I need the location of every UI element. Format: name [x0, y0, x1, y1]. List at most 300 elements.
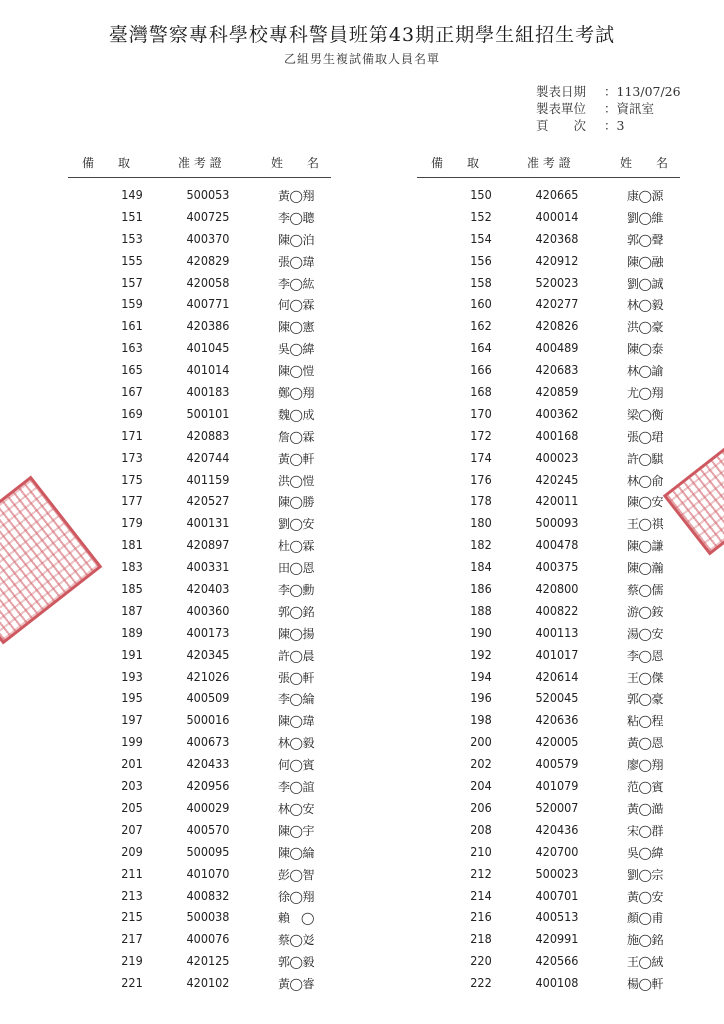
table-row: [68, 666, 331, 688]
exam-id: 420700: [535, 843, 579, 859]
waitlist-number: 195: [121, 690, 143, 706]
waitlist-number: 198: [470, 712, 492, 728]
candidate-name: 何◯霖: [278, 298, 314, 313]
exam-id: 420614: [535, 668, 579, 684]
candidate-name: 李◯紘: [278, 276, 314, 291]
waitlist-number: 202: [470, 756, 492, 772]
waitlist-number: 168: [470, 384, 492, 400]
waitlist-number: 204: [470, 778, 492, 794]
waitlist-number: 184: [470, 559, 492, 575]
table-row: [417, 797, 680, 819]
table-row: [417, 819, 680, 841]
waitlist-number: 193: [121, 668, 143, 684]
exam-id: 420403: [186, 581, 230, 597]
exam-id: 500095: [186, 843, 230, 859]
waitlist-number: 216: [470, 909, 492, 925]
right-table-body: [417, 184, 680, 994]
table-row: [68, 950, 331, 972]
exam-id: 400832: [186, 887, 230, 903]
table-row: [68, 622, 331, 644]
candidate-name: 湯◯安: [627, 626, 663, 641]
candidate-name: 郭◯聲: [627, 232, 663, 247]
table-row: [417, 622, 680, 644]
candidate-name: 陳◯綸: [278, 845, 314, 860]
candidate-name: 杜◯霖: [278, 539, 314, 554]
table-row: [68, 600, 331, 622]
waitlist-number: 162: [470, 318, 492, 334]
left-table-header: [68, 147, 331, 178]
waitlist-number: 169: [121, 405, 143, 421]
candidate-name: 劉◯誠: [627, 276, 663, 291]
candidate-name: 吳◯緯: [278, 342, 314, 357]
table-row: [417, 731, 680, 753]
exam-id: 401014: [186, 362, 230, 378]
candidate-name: 張◯軒: [278, 670, 314, 685]
candidate-name: 黃◯翔: [278, 189, 314, 203]
candidate-name: 陳◯泰: [627, 342, 663, 357]
waitlist-number: 153: [121, 230, 143, 246]
exam-id: 500038: [186, 909, 230, 925]
meta-unit-label: 製表單位: [536, 101, 587, 116]
table-row: [417, 753, 680, 775]
table-row: [68, 184, 331, 206]
exam-id: 401045: [186, 340, 230, 356]
header-exam-id: 准 考 證: [178, 156, 222, 170]
exam-id: 400673: [186, 734, 230, 750]
meta-date-label: 製表日期: [536, 84, 587, 99]
meta-page-row: [536, 117, 681, 134]
table-row: [68, 315, 331, 337]
table-row: [68, 906, 331, 928]
exam-id: 520045: [535, 690, 579, 706]
candidate-name: 林◯毅: [627, 298, 663, 313]
exam-id: 420800: [535, 581, 579, 597]
waitlist-number: 188: [470, 602, 492, 618]
waitlist-number: 199: [121, 734, 143, 750]
table-row: [68, 534, 331, 556]
table-row: [68, 206, 331, 228]
candidate-name: 鄭◯翔: [278, 386, 314, 401]
table-row: [417, 250, 680, 272]
table-row: [417, 972, 680, 994]
exam-id: 420527: [186, 493, 230, 509]
waitlist-number: 209: [121, 843, 143, 859]
exam-id: 520007: [535, 799, 579, 815]
waitlist-number: 181: [121, 537, 143, 553]
candidate-name: 陳◯泊: [278, 232, 314, 247]
table-row: [417, 337, 680, 359]
exam-id: 500101: [186, 405, 230, 421]
candidate-name: 李◯聰: [278, 210, 314, 225]
exam-id: 500093: [535, 515, 579, 531]
waitlist-number: 189: [121, 624, 143, 640]
table-row: [68, 250, 331, 272]
exam-id: 401017: [535, 646, 579, 662]
table-row: [68, 775, 331, 797]
candidate-name: 黃◯澔: [627, 801, 663, 816]
candidate-name: 粘◯程: [627, 714, 663, 729]
candidate-name: 洪◯愷: [278, 473, 314, 488]
header-name: 姓 名: [620, 156, 669, 170]
waitlist-number: 214: [470, 887, 492, 903]
waitlist-number: 200: [470, 734, 492, 750]
candidate-name: 黃◯軒: [278, 451, 314, 466]
waitlist-number: 150: [470, 187, 492, 202]
exam-id: 400173: [186, 624, 230, 640]
exam-id: 420859: [535, 384, 579, 400]
candidate-name: 郭◯豪: [627, 692, 663, 707]
waitlist-number: 170: [470, 405, 492, 421]
table-row: [417, 709, 680, 731]
candidate-name: 張◯瑋: [278, 254, 314, 269]
candidate-name: 徐◯翔: [278, 889, 314, 904]
exam-id: 420368: [535, 230, 579, 246]
table-row: [417, 841, 680, 863]
exam-id: 400478: [535, 537, 579, 553]
exam-id: 500053: [186, 187, 230, 202]
candidate-name: 何◯賓: [278, 758, 314, 773]
waitlist-number: 178: [470, 493, 492, 509]
waitlist-number: 180: [470, 515, 492, 531]
table-row: [417, 512, 680, 534]
candidate-name: 黃◯睿: [278, 977, 314, 992]
exam-id: 400513: [535, 909, 579, 925]
exam-id: 400570: [186, 821, 230, 837]
waitlist-number: 219: [121, 953, 143, 969]
waitlist-number: 152: [470, 208, 492, 224]
exam-id: 500016: [186, 712, 230, 728]
exam-id: 420665: [535, 187, 579, 202]
candidate-name: 游◯銨: [627, 604, 663, 619]
candidate-name: 王◯絨: [627, 955, 663, 970]
candidate-name: 陳◯瑋: [278, 714, 314, 729]
candidate-name: 陳◯憲: [278, 320, 314, 335]
candidate-name: 吳◯緯: [627, 845, 663, 860]
candidate-name: 劉◯安: [278, 517, 314, 532]
candidate-name: 李◯綸: [278, 692, 314, 707]
exam-id: 401159: [186, 471, 230, 487]
exam-id: 420744: [186, 449, 230, 465]
right-table-header: [417, 147, 680, 178]
table-row: [68, 578, 331, 600]
candidate-name: 彭◯智: [278, 867, 314, 882]
candidate-name: 王◯傑: [627, 670, 663, 685]
meta-date-row: [536, 83, 681, 100]
waitlist-number: 174: [470, 449, 492, 465]
table-row: [68, 928, 331, 950]
candidate-name: 陳◯謙: [627, 539, 663, 554]
waitlist-number: 186: [470, 581, 492, 597]
exam-id: 420829: [186, 252, 230, 268]
exam-id: 420683: [535, 362, 579, 378]
table-row: [417, 644, 680, 666]
waitlist-number: 220: [470, 953, 492, 969]
waitlist-number: 190: [470, 624, 492, 640]
waitlist-number: 164: [470, 340, 492, 356]
table-row: [68, 403, 331, 425]
candidate-name: 蔡◯儒: [627, 583, 663, 598]
waitlist-number: 222: [470, 975, 492, 991]
waitlist-number: 177: [121, 493, 143, 509]
table-row: [68, 731, 331, 753]
table-row: [417, 687, 680, 709]
table-row: [417, 950, 680, 972]
exam-id: 420826: [535, 318, 579, 334]
exam-id: 400725: [186, 208, 230, 224]
table-row: [68, 425, 331, 447]
waitlist-number: 185: [121, 581, 143, 597]
table-row: [68, 490, 331, 512]
candidate-name: 尤◯翔: [627, 386, 663, 401]
candidate-name: 蔡◯彣: [278, 933, 314, 948]
waitlist-number: 173: [121, 449, 143, 465]
table-row: [417, 490, 680, 512]
waitlist-number: 163: [121, 340, 143, 356]
candidate-name: 施◯銘: [627, 933, 663, 948]
waitlist-number: 207: [121, 821, 143, 837]
table-row: [417, 184, 680, 206]
exam-id: 400375: [535, 559, 579, 575]
exam-id: 420956: [186, 778, 230, 794]
candidate-name: 魏◯成: [278, 407, 314, 422]
candidate-name: 李◯誼: [278, 780, 314, 795]
exam-id: 420436: [535, 821, 579, 837]
candidate-name: 田◯恩: [278, 561, 314, 576]
waitlist-number: 201: [121, 756, 143, 772]
table-row: [68, 709, 331, 731]
document-subtitle: 乙組男生複試備取人員名單: [283, 52, 440, 66]
exam-id: 420386: [186, 318, 230, 334]
document-meta: [536, 83, 681, 134]
exam-id: 400489: [535, 340, 579, 356]
candidate-name: 陳◯愷: [278, 364, 314, 379]
table-row: [417, 600, 680, 622]
candidate-name: 許◯騏: [627, 451, 663, 466]
exam-id: 400701: [535, 887, 579, 903]
waitlist-number: 154: [470, 230, 492, 246]
waitlist-number: 155: [121, 252, 143, 268]
waitlist-number: 167: [121, 384, 143, 400]
exam-id: 420433: [186, 756, 230, 772]
waitlist-number: 197: [121, 712, 143, 728]
exam-id: 420277: [535, 296, 579, 312]
waitlist-number: 172: [470, 427, 492, 443]
waitlist-number: 194: [470, 668, 492, 684]
table-row: [68, 469, 331, 491]
table-row: [417, 359, 680, 381]
candidate-name: 林◯俞: [627, 473, 663, 488]
meta-page-value: ：3: [604, 118, 625, 133]
exam-id: 420345: [186, 646, 230, 662]
table-row: [417, 928, 680, 950]
table-row: [417, 666, 680, 688]
exam-id: 421026: [186, 668, 230, 684]
candidate-name: 林◯毅: [278, 736, 314, 751]
candidate-name: 詹◯霖: [278, 429, 314, 444]
waitlist-number: 215: [121, 909, 143, 925]
table-row: [68, 972, 331, 994]
candidate-name: 王◯祺: [627, 517, 663, 532]
exam-id: 400360: [186, 602, 230, 618]
waitlist-number: 192: [470, 646, 492, 662]
table-row: [417, 885, 680, 907]
table-row: [417, 447, 680, 469]
exam-id: 420011: [535, 493, 579, 509]
waitlist-number: 182: [470, 537, 492, 553]
candidate-name: 郭◯毅: [278, 955, 314, 970]
table-row: [417, 556, 680, 578]
candidate-name: 康◯源: [627, 189, 663, 203]
header-waitlist: 備 取: [82, 156, 131, 170]
table-row: [417, 534, 680, 556]
waitlist-number: 161: [121, 318, 143, 334]
table-row: [68, 556, 331, 578]
table-row: [68, 293, 331, 315]
table-row: [417, 403, 680, 425]
exam-id: 400822: [535, 602, 579, 618]
waitlist-number: 208: [470, 821, 492, 837]
exam-id: 400168: [535, 427, 579, 443]
waitlist-number: 218: [470, 931, 492, 947]
header-exam-id: 准 考 證: [527, 156, 571, 170]
waitlist-number: 187: [121, 602, 143, 618]
exam-id: 400113: [535, 624, 579, 640]
waitlist-number: 149: [121, 187, 143, 202]
exam-id: 400183: [186, 384, 230, 400]
header-name: 姓 名: [271, 156, 320, 170]
waitlist-number: 211: [121, 865, 143, 881]
candidate-name: 宋◯群: [627, 823, 663, 838]
candidate-name: 賴 ◯: [278, 911, 314, 926]
table-row: [68, 885, 331, 907]
waitlist-number: 171: [121, 427, 143, 443]
table-row: [68, 753, 331, 775]
waitlist-number: 210: [470, 843, 492, 859]
left-table-body: [68, 184, 331, 994]
exam-id: 401079: [535, 778, 579, 794]
meta-page-label: 頁 次: [536, 118, 587, 133]
exam-id: 400331: [186, 559, 230, 575]
table-row: [417, 863, 680, 885]
waitlist-number: 221: [121, 975, 143, 991]
table-row: [417, 315, 680, 337]
candidate-name: 梁◯衡: [627, 407, 663, 422]
candidate-name: 洪◯豪: [627, 320, 663, 335]
candidate-name: 陳◯融: [627, 254, 663, 269]
waitlist-number: 205: [121, 799, 143, 815]
exam-id: 520023: [535, 274, 579, 290]
candidate-name: 李◯恩: [627, 648, 663, 663]
exam-id: 420636: [535, 712, 579, 728]
table-row: [68, 863, 331, 885]
table-row: [417, 381, 680, 403]
candidate-name: 黃◯安: [627, 889, 663, 904]
waitlist-number: 160: [470, 296, 492, 312]
document-title: 臺灣警察專科學校專科警員班第43期正期學生組招生考試: [108, 24, 616, 46]
candidate-name: 劉◯維: [627, 210, 663, 225]
table-row: [68, 841, 331, 863]
candidate-name: 郭◯銘: [278, 604, 314, 619]
exam-id: 420897: [186, 537, 230, 553]
waitlist-number: 151: [121, 208, 143, 224]
candidate-name: 陳◯宇: [278, 823, 314, 838]
table-row: [417, 469, 680, 491]
table-row: [417, 272, 680, 294]
table-row: [68, 228, 331, 250]
exam-id: 420245: [535, 471, 579, 487]
table-row: [417, 775, 680, 797]
table-row: [68, 447, 331, 469]
candidate-name: 陳◯揚: [278, 626, 314, 641]
candidate-name: 林◯諭: [627, 364, 663, 379]
candidate-name: 廖◯翔: [627, 758, 663, 773]
waitlist-number: 175: [121, 471, 143, 487]
left-table: [68, 147, 331, 994]
waitlist-number: 203: [121, 778, 143, 794]
exam-id: 420125: [186, 953, 230, 969]
waitlist-number: 191: [121, 646, 143, 662]
waitlist-number: 156: [470, 252, 492, 268]
table-row: [68, 644, 331, 666]
exam-id: 420883: [186, 427, 230, 443]
exam-id: 420991: [535, 931, 579, 947]
exam-id: 420912: [535, 252, 579, 268]
waitlist-number: 157: [121, 274, 143, 290]
waitlist-number: 158: [470, 274, 492, 290]
exam-id: 400509: [186, 690, 230, 706]
table-row: [68, 819, 331, 841]
waitlist-number: 213: [121, 887, 143, 903]
waitlist-number: 217: [121, 931, 143, 947]
candidate-name: 范◯賓: [627, 780, 663, 795]
exam-id: 420058: [186, 274, 230, 290]
waitlist-number: 212: [470, 865, 492, 881]
table-row: [68, 337, 331, 359]
exam-id: 420102: [186, 975, 230, 991]
waitlist-number: 179: [121, 515, 143, 531]
exam-id: 400108: [535, 975, 579, 991]
table-row: [417, 578, 680, 600]
candidate-name: 顏◯甫: [627, 911, 663, 926]
candidate-name: 劉◯宗: [627, 867, 663, 882]
table-row: [417, 206, 680, 228]
candidate-name: 張◯珺: [627, 429, 663, 444]
candidate-name: 黃◯恩: [627, 736, 663, 751]
right-table: [417, 147, 680, 994]
waitlist-number: 159: [121, 296, 143, 312]
exam-id: 420566: [535, 953, 579, 969]
table-row: [68, 359, 331, 381]
waitlist-number: 206: [470, 799, 492, 815]
table-row: [68, 381, 331, 403]
exam-id: 400370: [186, 230, 230, 246]
table-row: [417, 425, 680, 447]
meta-date-value: ：113/07/26: [604, 84, 681, 99]
exam-id: 400014: [535, 208, 579, 224]
exam-id: 400131: [186, 515, 230, 531]
table-row: [417, 906, 680, 928]
candidate-name: 林◯安: [278, 801, 314, 816]
exam-id: 400579: [535, 756, 579, 772]
header-waitlist: 備 取: [431, 156, 480, 170]
meta-unit-value: ：資訊室: [604, 101, 655, 116]
candidate-name: 李◯勳: [278, 583, 314, 598]
exam-id: 500023: [535, 865, 579, 881]
exam-id: 400076: [186, 931, 230, 947]
waitlist-number: 165: [121, 362, 143, 378]
waitlist-number: 183: [121, 559, 143, 575]
waitlist-number: 166: [470, 362, 492, 378]
